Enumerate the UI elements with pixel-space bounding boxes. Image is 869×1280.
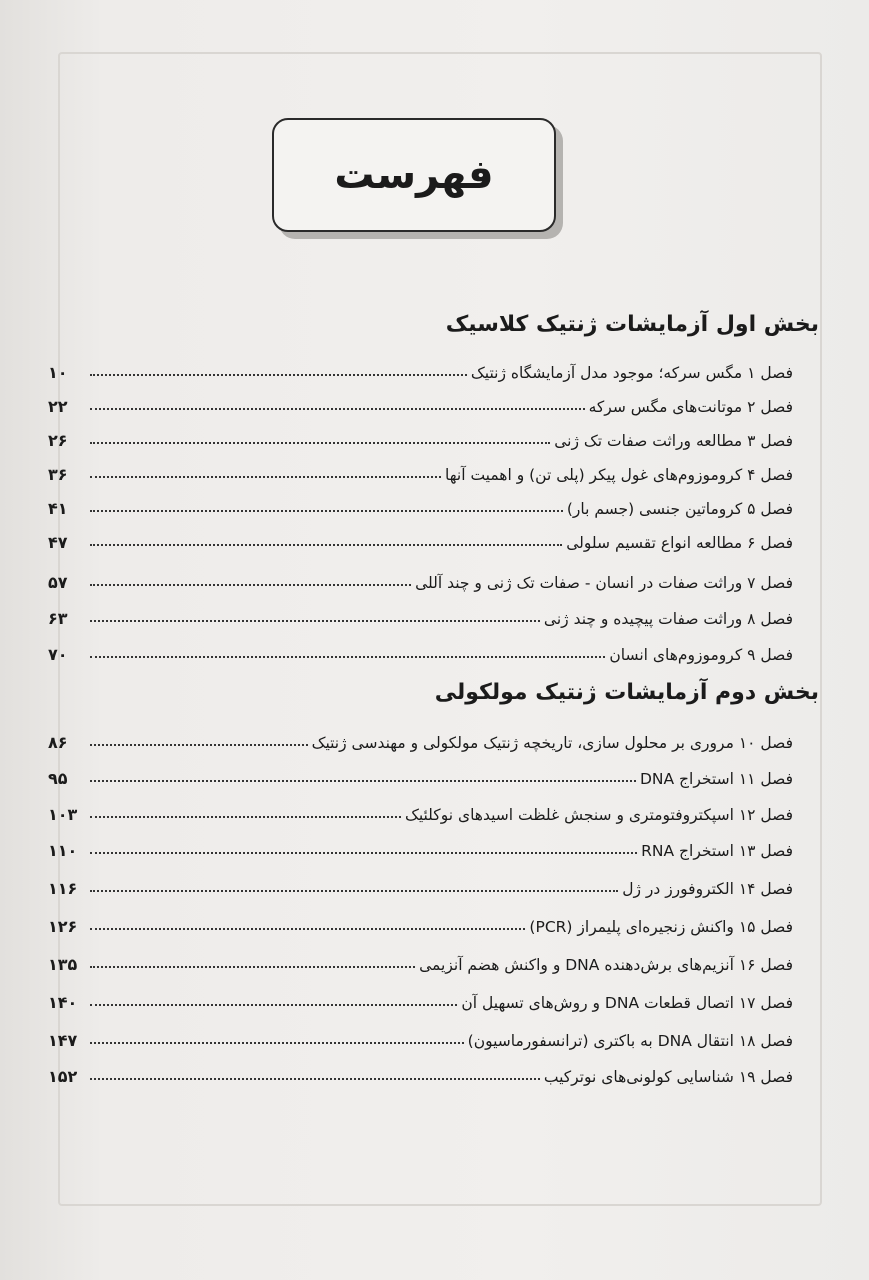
page-number: ۲۶ xyxy=(48,431,68,450)
toc-row[interactable] xyxy=(48,454,793,484)
dot-leader xyxy=(90,620,540,622)
dot-leader xyxy=(90,374,467,376)
page-number: ۳۶ xyxy=(48,465,68,484)
page-number: ۷۰ xyxy=(48,645,68,664)
chapter-title: فصل ۱۸ انتقال DNA به باکتری (ترانسفورماسیون) xyxy=(467,1032,793,1050)
dot-leader xyxy=(90,816,401,818)
toc-row[interactable] xyxy=(48,488,793,518)
dot-leader xyxy=(90,584,411,586)
chapter-title: فصل ۴ کروموزوم‌های غول پیکر (پلی تن) و اهمیت آنها xyxy=(445,466,793,484)
page-title: فهرست xyxy=(334,152,494,198)
dot-leader xyxy=(90,1004,457,1006)
chapter-title: فصل ۵ کروماتین جنسی (جسم بار) xyxy=(566,500,793,518)
page-number: ۱۴۰ xyxy=(48,993,78,1012)
toc-row[interactable] xyxy=(48,722,793,752)
page-number: ۴۷ xyxy=(48,533,68,552)
dot-leader xyxy=(90,890,618,892)
dot-leader xyxy=(90,852,637,854)
chapter-title: فصل ۱۳ استخراج RNA xyxy=(641,842,793,860)
chapter-title: فصل ۱۷ اتصال قطعات DNA و روش‌های تسهیل آن xyxy=(461,994,793,1012)
page-number: ۹۵ xyxy=(48,769,68,788)
chapter-title: فصل ۱۰ مروری بر محلول سازی، تاریخچه ژنتیک مولکولی و مهندسی ژنتیک xyxy=(311,734,793,752)
chapter-title: فصل ۱۶ آنزیم‌های برش‌دهنده DNA و واکنش هضم آنزیمی xyxy=(419,956,793,974)
title-box xyxy=(272,118,556,232)
toc-row[interactable] xyxy=(48,758,793,788)
dot-leader xyxy=(90,476,441,478)
chapter-title: فصل ۶ مطالعه انواع تقسیم سلولی xyxy=(566,534,793,552)
section-heading-classic-genetics: بخش اول آزمایشات ژنتیک کلاسیک xyxy=(445,312,819,337)
dot-leader xyxy=(90,780,636,782)
page-number: ۱۰ xyxy=(48,363,68,382)
page-number: ۴۱ xyxy=(48,499,68,518)
dot-leader xyxy=(90,656,605,658)
toc-row[interactable] xyxy=(48,1056,793,1086)
chapter-title: فصل ۳ مطالعه وراثت صفات تک ژنی xyxy=(554,432,793,450)
dot-leader xyxy=(90,744,308,746)
dot-leader xyxy=(90,966,415,968)
page-number: ۱۰۳ xyxy=(48,805,78,824)
dot-leader xyxy=(90,928,525,930)
toc-row[interactable] xyxy=(48,906,793,936)
toc-row[interactable] xyxy=(48,794,793,824)
toc-row[interactable] xyxy=(48,1020,793,1050)
dot-leader xyxy=(90,544,562,546)
chapter-title: فصل ۱۲ اسپکتروفتومتری و سنجش غلظت اسیدهای نوکلئیک xyxy=(404,806,793,824)
dot-leader xyxy=(90,1078,540,1080)
dot-leader xyxy=(90,442,550,444)
toc-row[interactable] xyxy=(48,982,793,1012)
chapter-title: فصل ۷ وراثت صفات در انسان - صفات تک ژنی و چند آللی xyxy=(415,574,793,592)
dot-leader xyxy=(90,408,585,410)
toc-row[interactable] xyxy=(48,944,793,974)
page-number: ۵۷ xyxy=(48,573,68,592)
chapter-title: فصل ۱۹ شناسایی کولونی‌های نوترکیب xyxy=(543,1068,793,1086)
toc-row[interactable] xyxy=(48,562,793,592)
toc-row[interactable] xyxy=(48,598,793,628)
toc-row[interactable] xyxy=(48,522,793,552)
page-number: ۱۵۲ xyxy=(48,1067,78,1086)
page-number: ۶۳ xyxy=(48,609,68,628)
toc-row[interactable] xyxy=(48,386,793,416)
chapter-title: فصل ۱۴ الکتروفورز در ژل xyxy=(622,880,793,898)
page-number: ۱۲۶ xyxy=(48,917,78,936)
section-heading-molecular-genetics: بخش دوم آزمایشات ژنتیک مولکولی xyxy=(434,680,819,705)
toc-row[interactable] xyxy=(48,830,793,860)
chapter-title: فصل ۲ موتانت‌های مگس سرکه xyxy=(588,398,793,416)
chapter-title: فصل ۹ کروموزوم‌های انسان xyxy=(609,646,793,664)
toc-row[interactable] xyxy=(48,634,793,664)
page-number: ۱۴۷ xyxy=(48,1031,78,1050)
page-number: ۱۱۰ xyxy=(48,841,78,860)
toc-row[interactable] xyxy=(48,420,793,450)
chapter-title: فصل ۱ مگس سرکه؛ موجود مدل آزمایشگاه ژنتیک xyxy=(470,364,793,382)
page-number: ۲۲ xyxy=(48,397,68,416)
dot-leader xyxy=(90,1042,464,1044)
page-number: ۸۶ xyxy=(48,733,68,752)
chapter-title: فصل ۱۵ واکنش زنجیره‌ای پلیمراز (PCR) xyxy=(529,918,793,936)
chapter-title: فصل ۱۱ استخراج DNA xyxy=(639,770,793,788)
dot-leader xyxy=(90,510,563,512)
page-number: ۱۱۶ xyxy=(48,879,78,898)
page-number: ۱۳۵ xyxy=(48,955,78,974)
chapter-title: فصل ۸ وراثت صفات پیچیده و چند ژنی xyxy=(543,610,793,628)
toc-row[interactable] xyxy=(48,868,793,898)
toc-row[interactable] xyxy=(48,352,793,382)
